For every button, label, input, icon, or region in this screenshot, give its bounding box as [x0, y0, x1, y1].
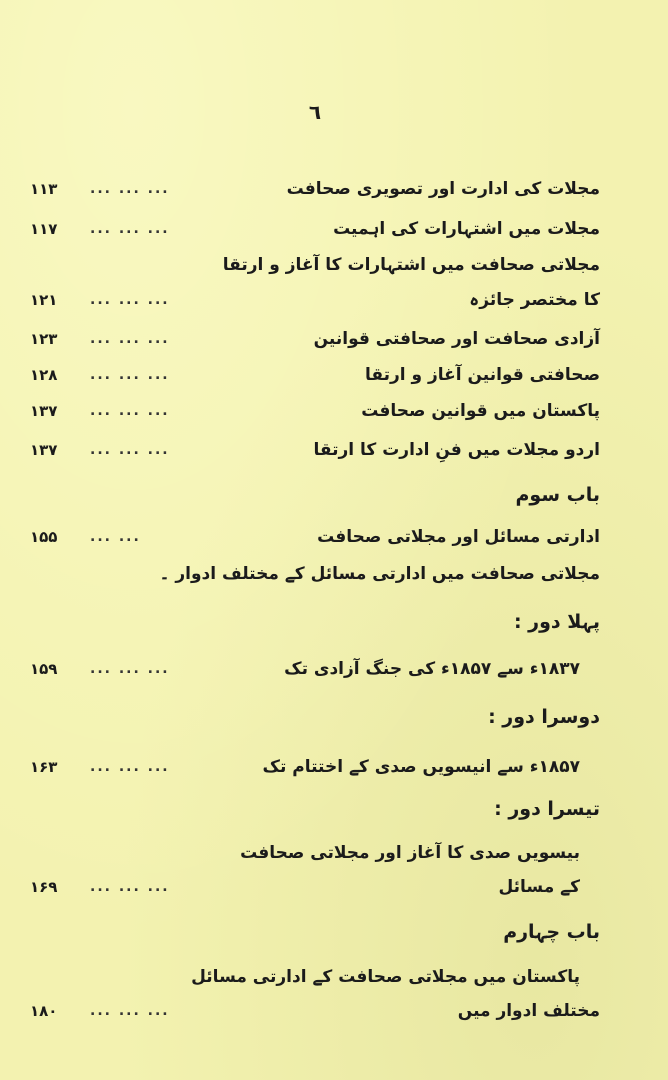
toc-entry-title: مجلاتی صحافت میں اشتہارات کا آغاز و ارتقا: [222, 255, 600, 275]
toc-page-number: ۱۲۸: [30, 366, 58, 384]
toc-page-number: ۱۵۵: [30, 528, 58, 546]
toc-entry: [30, 358, 600, 392]
toc-dot-leader: ... ... ...: [90, 759, 170, 775]
toc-page-number: ۱۱۷: [30, 220, 58, 238]
toc-dot-leader: ... ... ...: [90, 442, 170, 458]
page-number: ٦: [308, 100, 322, 124]
toc-entry-title: آزادی صحافت اور صحافتی قوانین: [313, 329, 600, 349]
toc-entry: [30, 652, 600, 686]
toc-page-number: ۱۲۳: [30, 330, 58, 348]
toc-entry-title: اردو مجلات میں فنِ ادارت کا ارتقا: [313, 440, 600, 460]
toc-entry-title: پاکستان میں مجلاتی صحافت کے ادارتی مسائل: [191, 967, 580, 987]
toc-page-number: ۱۱۳: [30, 180, 58, 198]
toc-entry: [30, 172, 600, 206]
period-heading: پہلا دور :: [513, 611, 600, 633]
toc-entry-title: مجلات میں اشتہارات کی اہمیت: [333, 219, 600, 239]
toc-dot-leader: ... ... ...: [90, 367, 170, 383]
toc-entry-title: مجلات کی ادارت اور تصویری صحافت: [286, 179, 600, 199]
toc-page-number: ۱۳۷: [30, 402, 58, 420]
toc-dot-leader: ... ... ...: [90, 292, 170, 308]
toc-dot-leader: ... ...: [90, 529, 141, 545]
toc-entry: [30, 212, 600, 246]
toc-page-number: ۱۵۹: [30, 660, 58, 678]
toc-entry: [30, 750, 600, 784]
period-heading: تیسرا دور :: [494, 798, 600, 820]
toc-entry: [30, 322, 600, 356]
toc-entry: [30, 248, 600, 282]
toc-entry-title: کے مسائل: [498, 877, 580, 897]
toc-entry: [30, 557, 600, 591]
toc-dot-leader: ... ... ...: [90, 1003, 170, 1019]
toc-entry-title: ۱۸۵۷ء سے انیسویں صدی کے اختتام تک: [262, 757, 580, 777]
toc-entry-title: ادارتی مسائل اور مجلاتی صحافت: [317, 527, 600, 547]
toc-entry-title: ۱۸۳۷ء سے ۱۸۵۷ء کی جنگ آزادی تک: [284, 659, 580, 679]
toc-page-number: ۱۶۹: [30, 878, 58, 896]
toc-dot-leader: ... ... ...: [90, 181, 170, 197]
toc-dot-leader: ... ... ...: [90, 879, 170, 895]
toc-dot-leader: ... ... ...: [90, 661, 170, 677]
toc-entry: [30, 433, 600, 467]
toc-page-number: ۱۶۳: [30, 758, 58, 776]
chapter-heading: باب سوم: [515, 484, 600, 506]
toc-dot-leader: ... ... ...: [90, 221, 170, 237]
toc-entry: [30, 994, 600, 1028]
toc-page-number: ۱۲۱: [30, 291, 58, 309]
toc-entry: [30, 520, 600, 554]
toc-entry-title: پاکستان میں قوانین صحافت: [361, 401, 600, 421]
toc-entry-title: کا مختصر جائزہ: [469, 290, 600, 310]
toc-entry: [30, 870, 600, 904]
period-heading: دوسرا دور :: [488, 706, 600, 728]
chapter-heading: باب چہارم: [503, 921, 600, 943]
toc-entry: [30, 836, 600, 870]
toc-page-number: ۱۳۷: [30, 441, 58, 459]
toc-entry: [30, 394, 600, 428]
toc-entry-title: مجلاتی صحافت میں ادارتی مسائل کے مختلف ادوار ۔: [159, 564, 600, 584]
toc-entry: [30, 283, 600, 317]
toc-entry-title: بیسویں صدی کا آغاز اور مجلاتی صحافت: [240, 843, 580, 863]
toc-entry: [30, 960, 600, 994]
toc-entry-title: مختلف ادوار میں: [457, 1001, 600, 1021]
toc-dot-leader: ... ... ...: [90, 331, 170, 347]
toc-page-number: ۱۸۰: [30, 1002, 58, 1020]
toc-dot-leader: ... ... ...: [90, 403, 170, 419]
toc-entry-title: صحافتی قوانین آغاز و ارتقا: [364, 365, 600, 385]
